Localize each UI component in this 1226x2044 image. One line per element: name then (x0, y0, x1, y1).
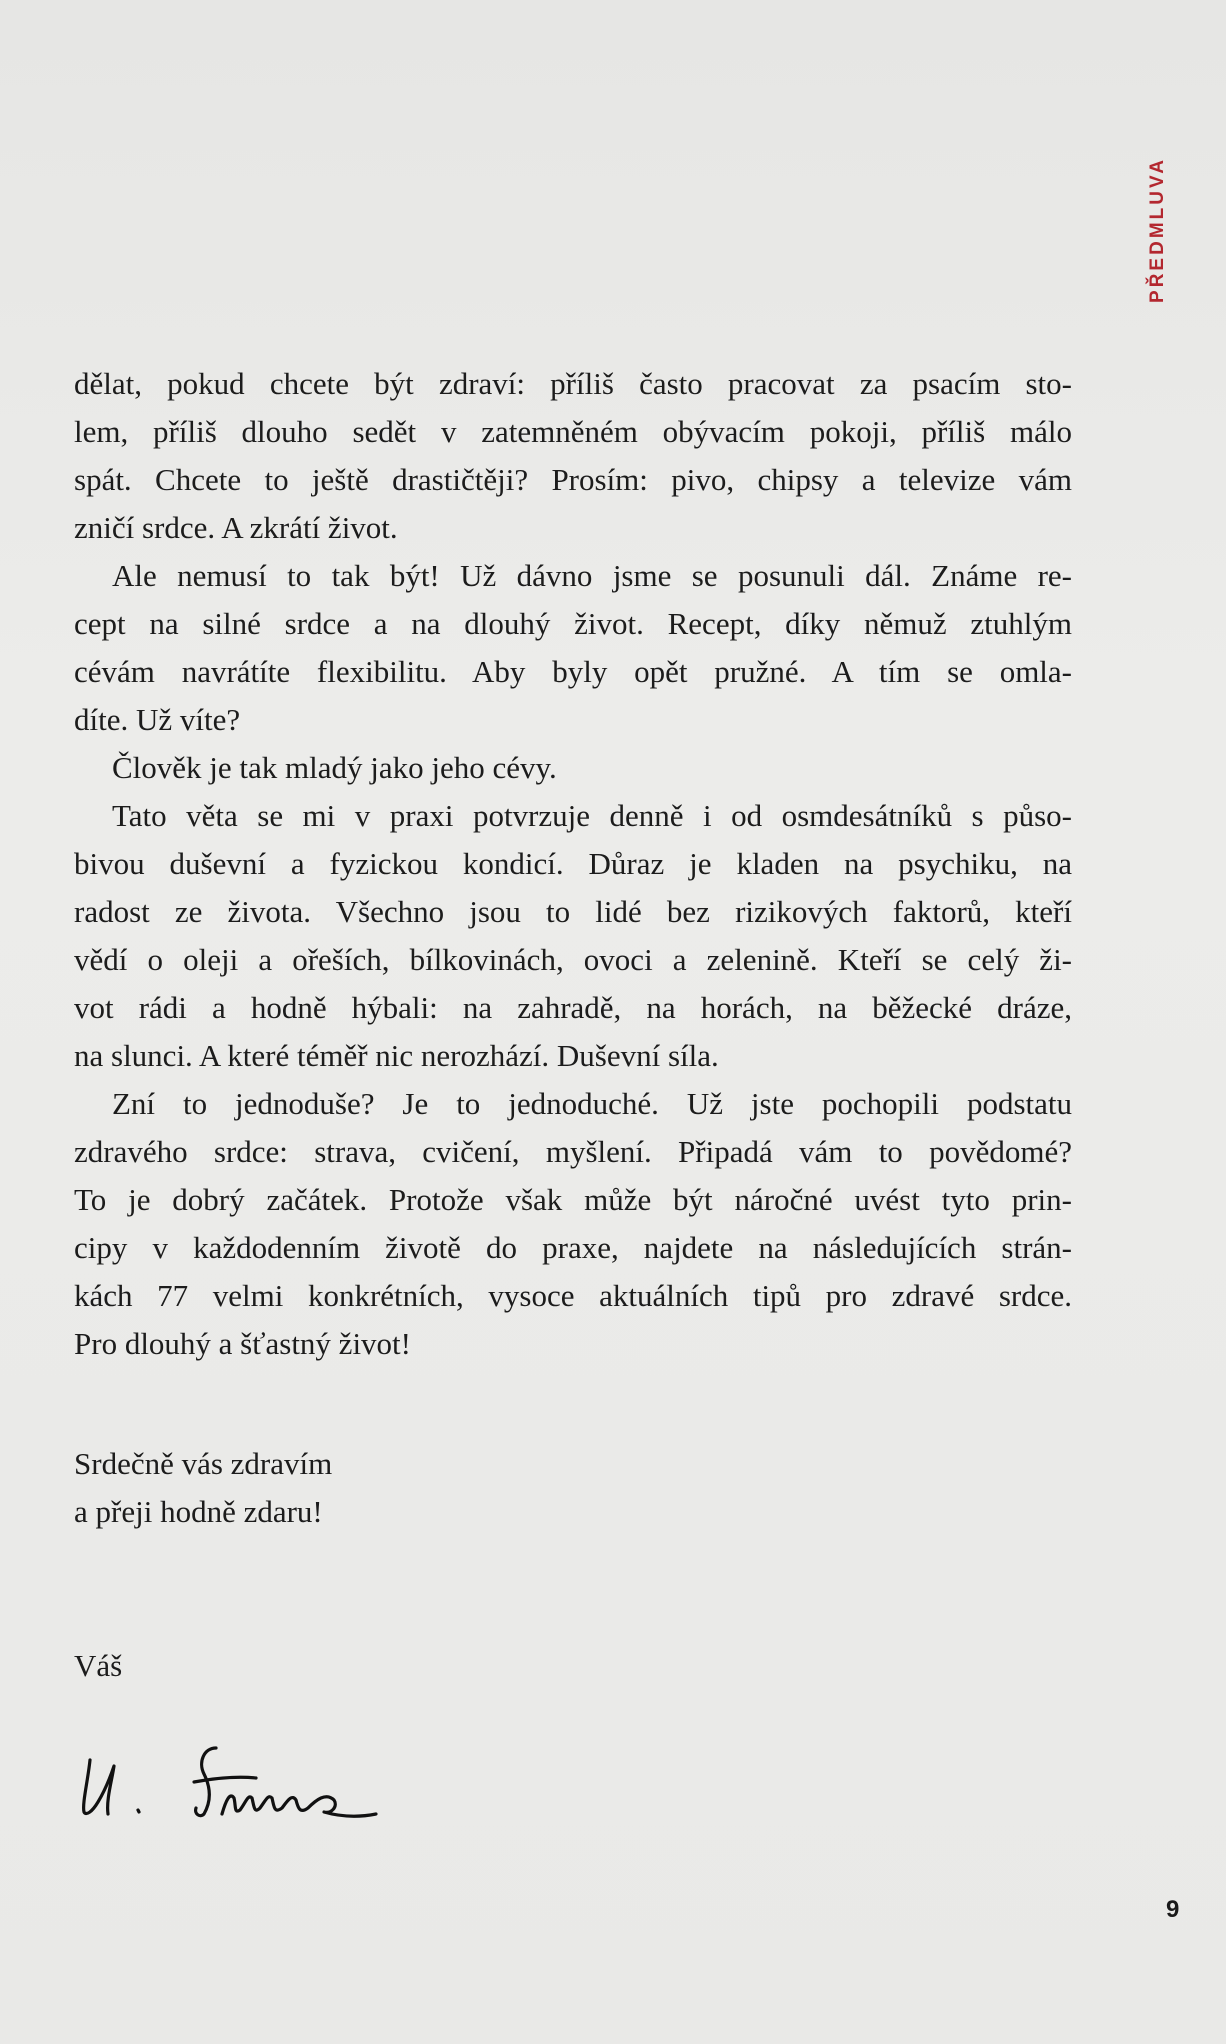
text-line: vědí o oleji a ořeších, bílkovinách, ovoci a zelenině. Kteří se celý ži- (74, 942, 1072, 977)
text-line: cept na silné srdce a na dlouhý život. Recept, díky němuž ztuhlým (74, 606, 1072, 641)
closing-line: Srdečně vás zdravím (74, 1446, 333, 1481)
text-line: díte. Už víte? (74, 702, 241, 737)
running-head (1138, 130, 1178, 330)
text-line: Zní to jednoduše? Je to jednoduché. Už jste pochopili podstatu (112, 1086, 1072, 1121)
page-number: 9 (1166, 1896, 1180, 1923)
text-line: lem, příliš dlouho sedět v zatemněném obývacím pokoji, příliš málo (74, 414, 1072, 449)
text-line: cévám navrátíte flexibilitu. Aby byly opět pružné. A tím se omla- (74, 654, 1072, 689)
text-line: kách 77 velmi konkrétních, vysoce aktuálních tipů pro zdravé srdce. (74, 1278, 1072, 1313)
paragraph (74, 1080, 1072, 1368)
closing (74, 1440, 332, 1536)
text-line: bivou duševní a fyzickou kondicí. Důraz je kladen na psychiku, na (74, 846, 1072, 881)
signature (76, 1722, 456, 1832)
text-line: na slunci. A které téměř nic nerozhází. Duševní síla. (74, 1038, 719, 1073)
text-line: zničí srdce. A zkrátí život. (74, 510, 398, 545)
sign-off: Váš (74, 1648, 123, 1683)
text-line: Člověk je tak mladý jako jeho cévy. (112, 750, 557, 785)
paragraph (74, 744, 1072, 792)
text-line: To je dobrý začátek. Protože však může být náročné uvést tyto prin- (74, 1182, 1072, 1217)
paragraph (74, 792, 1072, 1080)
text-line: radost ze života. Všechno jsou to lidé bez rizikových faktorů, kteří (74, 894, 1072, 929)
running-head-label: PŘEDMLUVA (1147, 157, 1168, 303)
text-line: Tato věta se mi v praxi potvrzuje denně i od osmdesátníků s půso- (112, 798, 1072, 833)
text-line: vot rádi a hodně hýbali: na zahradě, na horách, na běžecké dráze, (74, 990, 1072, 1025)
closing-line: a přeji hodně zdaru! (74, 1494, 323, 1529)
text-line: Ale nemusí to tak být! Už dávno jsme se posunuli dál. Známe re- (112, 558, 1072, 593)
paragraph (74, 552, 1072, 744)
text-line: cipy v každodenním životě do praxe, najdete na následujících strán- (74, 1230, 1072, 1265)
text-line: Pro dlouhý a šťastný život! (74, 1326, 411, 1361)
paragraph (74, 360, 1072, 552)
text-line: spát. Chcete to ještě drastičtěji? Prosím: pivo, chipsy a televize vám (74, 462, 1072, 497)
text-line: dělat, pokud chcete být zdraví: příliš často pracovat za psacím sto- (74, 366, 1072, 401)
text-line: zdravého srdce: strava, cvičení, myšlení. Připadá vám to povědomé? (74, 1134, 1072, 1169)
body-text (74, 360, 1072, 1368)
